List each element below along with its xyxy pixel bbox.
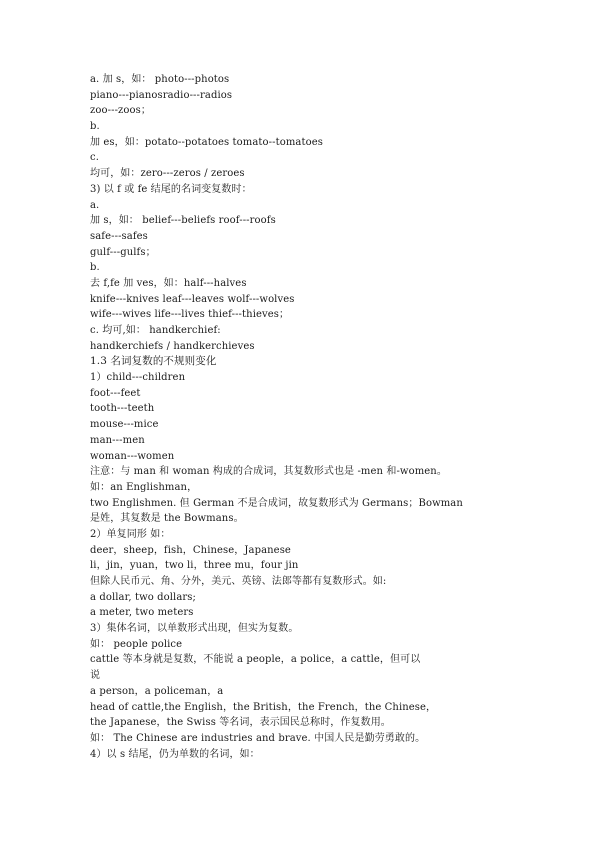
document-body [90, 72, 560, 762]
text-line: piano---pianosradio---radios [90, 89, 233, 101]
text-line: 3) 以 f 或 fe 结尾的名词变复数时： [90, 183, 252, 195]
text-line: 去 f,fe 加 ves，如：half---halves [90, 277, 247, 289]
text-line: head of cattle,the English，the British，the French，the Chinese， [90, 701, 437, 713]
text-line: 但除人民币元、角、分外，美元、英镑、法郎等都有复数形式。如: [90, 576, 387, 587]
text-line: a dollar, two dollars; [90, 591, 196, 603]
text-line: 是姓，其复数是 the Bowmans。 [90, 513, 244, 525]
text-line: mouse---mice [90, 419, 159, 431]
text-line: 如：an Englishman， [90, 481, 198, 493]
text-line: b. [90, 121, 100, 133]
text-line: foot---feet [90, 387, 141, 399]
text-line: b. [90, 262, 100, 274]
text-line: 2）单复同形 如： [90, 528, 171, 540]
text-line: the Japanese，the Swiss 等名词，表示国民总称时，作复数用。 [90, 717, 391, 729]
text-line: 如： The Chinese are industries and brave. 中国人民是勤劳勇敢的。 [90, 732, 426, 744]
text-line: handkerchiefs / handkerchieves [90, 340, 255, 352]
text-line: a. [90, 199, 100, 211]
text-line: woman---women [90, 450, 175, 462]
text-line: 说 [90, 670, 101, 682]
text-line: 注意：与 man 和 woman 构成的合成词，其复数形式也是 -men 和-women。 [90, 466, 447, 478]
text-line: 3）集体名词，以单数形式出现，但实为复数。 [90, 623, 299, 635]
text-line: wife---wives life---lives thief---thieves； [90, 309, 290, 321]
text-line: zoo---zoos； [90, 105, 151, 117]
text-line: tooth---teeth [90, 403, 155, 415]
text-line: li，jin，yuan，two li，three mu，four jin [90, 560, 299, 572]
text-line: 加 s，如： belief---beliefs roof---roofs [90, 215, 276, 227]
section-heading: 1.3 名词复数的不规则变化 [90, 355, 217, 368]
text-line: safe---safes [90, 230, 148, 242]
text-line: 1）child---children [90, 372, 186, 384]
text-line: deer，sheep，fish，Chinese，Japanese [90, 544, 291, 556]
text-line: 均可，如：zero---zeros / zeroes [90, 168, 245, 180]
text-line: knife---knives leaf---leaves wolf---wolves [90, 293, 295, 305]
text-line: 4）以 s 结尾，仍为单数的名词，如： [90, 748, 260, 760]
text-line: a meter, two meters [90, 607, 194, 619]
text-line: a person，a policeman，a [90, 685, 224, 697]
text-line: c. 均可,如： handkerchief: [90, 325, 221, 336]
text-line: cattle 等本身就是复数，不能说 a people，a police，a cattle，但可以 [90, 654, 421, 666]
text-line: gulf---gulfs； [90, 246, 156, 258]
text-line: 加 es，如：potato--potatoes tomato--tomatoes [90, 136, 323, 148]
text-line: man---men [90, 434, 145, 446]
text-line: 如： people police [90, 638, 183, 650]
text-line: two Englishmen. 但 German 不是合成词，故复数形式为 Germans；Bowman [90, 497, 463, 509]
text-line: a. 加 s，如： photo---photos [90, 74, 230, 85]
text-line: c. [90, 152, 99, 164]
